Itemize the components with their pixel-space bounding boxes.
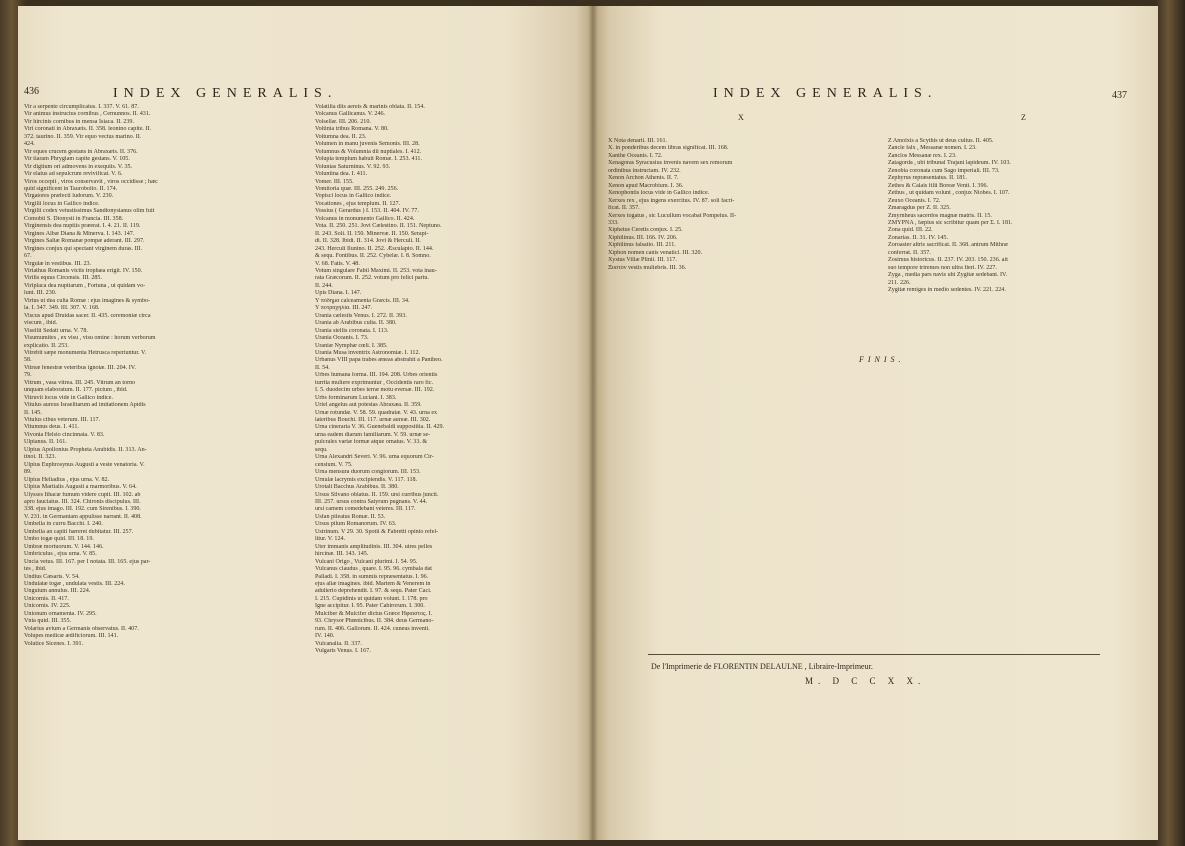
index-entry: Virgines conjux qui spectant virginem duras. III. xyxy=(24,245,143,252)
index-entry: 58. xyxy=(24,357,32,364)
index-entry: unquam elaboratum. II. 177. pictum , ibid. xyxy=(24,387,128,394)
index-entry: Urna mensura duorum congiorum. III. 153. xyxy=(315,469,421,476)
index-entry: Ulysses Ithacæ fumum videre cupit. III. 102. ab xyxy=(24,491,141,498)
index-entry: Viri coronati in Abraxæis. II. 358. leonino capite. II. xyxy=(24,126,152,133)
index-entry: Urania ab Arabibus culta. II. 380. xyxy=(315,320,397,327)
index-entry: Xerxes rex , ejus ingens exercitus. IV. 87. soli facri- xyxy=(608,197,735,204)
index-entry: ficat. II. 357. xyxy=(608,205,640,212)
imprint-rule xyxy=(648,654,1100,655)
index-entry: Volatilia diis aereis & marinis oblata. II. 154. xyxy=(315,104,425,110)
index-entry: Xenon apud Macrobium. I. 36. xyxy=(608,182,684,189)
index-entry: Vomitoria quæ. III. 255. 249. 256. xyxy=(315,185,399,192)
index-entry: V. 68. Fatis. V. 48. xyxy=(315,260,360,267)
index-entry: Visellii Sedati urna. V. 78. xyxy=(24,327,88,334)
index-entry: Umbræ mortuorum. V. 144. 146. xyxy=(24,543,104,550)
index-entry: urna eadem diarum familiarum. V. 59. urnæ se- xyxy=(315,431,431,438)
index-entry: Vulcani Origo , Vulcani plurimi. I. 54. 95. xyxy=(315,558,418,565)
index-entry: 338. ejus imago. III. 192. cum Sirenibus. I. 390. xyxy=(24,506,141,513)
index-entry: Urania stellis coronata. I. 113. xyxy=(315,327,389,334)
index-entry: Ursus Silvano oblatus. II. 159. ursi curribus juncti. xyxy=(315,491,439,498)
index-entry: Vitulus aureus Israelitarum ad imitationem Apidis xyxy=(24,402,146,409)
index-entry: conferrat. II. 357. xyxy=(888,249,931,256)
index-entry: Xenophontis locus vide in Gallico indice. xyxy=(608,190,710,197)
index-entry: Vnia quid. III. 355. xyxy=(24,618,72,625)
index-entry: Zmyrnheus sacerdos magnæ matris. II. 15. xyxy=(888,212,992,219)
index-entry: I. 5. duodecim urbes terræ motu eversæ. III. 192. xyxy=(315,387,435,394)
index-entry: Volcanus Gallicanus. V. 246. xyxy=(315,111,386,118)
index-entry: Vitulus cibus veterum. III. 117. xyxy=(24,417,101,424)
index-entry: ordinibus instructam. IV. 232. xyxy=(608,167,681,174)
index-entry: Ulpianus. II. 161. xyxy=(24,439,67,446)
index-entry: suo tempore triremes non ultra fieri. IV. 227. xyxy=(888,264,997,271)
index-entry: 424. xyxy=(24,141,35,148)
index-entry: Mulciber & Mulcifer dictus Græce Ηφαιστος. I. xyxy=(315,610,433,617)
index-entry: II. 145. xyxy=(24,409,42,416)
index-entry: Umbo togæ quid. III. 18. 19. xyxy=(24,536,94,543)
index-entry: Volutice Sicenes. I. 391. xyxy=(24,640,84,647)
index-entry: Urnulæ lacrymis excipiendis. V. 117. 118. xyxy=(315,476,418,483)
index-entry: quid significent in Taurobolio. II. 174. xyxy=(24,185,118,192)
index-entry: Voluntas Saturninus. V. 92. 93. xyxy=(315,163,391,170)
index-entry: Vitumnus deus. I. 411. xyxy=(24,424,79,431)
index-entry: Zanclos Messanæ rex. I. 23. xyxy=(888,152,957,159)
index-entry: Vota. II. 250. 251. Jovi Cælestino. II. 151. Neptuno. xyxy=(315,223,442,230)
imprint-date: M. D C C X X. xyxy=(805,676,926,686)
index-entry: Ursus pilum Romanorum. IV. 63. xyxy=(315,521,397,528)
index-entry: Viros occepit , viros conservavit , viros occidisse ; hæc xyxy=(24,178,158,185)
index-entry: Vir a serpente circumplicatus. I. 337. V. 61. 87. xyxy=(24,104,139,110)
index-entry: Vitrum , vasa vitrea. III. 245. Vitrum an torno xyxy=(24,379,136,386)
index-entry: Uncia vetus. III. 167. per I notata. III. 165. ejus par- xyxy=(24,558,151,565)
index-column-left-1 xyxy=(24,104,294,648)
index-entry: ZMYPNA , fæpius sic scribitur quam per Σ. I. 181. xyxy=(888,219,1013,226)
index-entry: Voluntina dea. I. 411. xyxy=(315,171,368,178)
index-entry: Zosimus historicus. II. 237. IV. 203. 150. 236. ait xyxy=(888,257,1008,264)
index-entry: Zonarias. II. 31. IV. 145. xyxy=(888,234,948,241)
index-entry: 211. 226. xyxy=(888,279,911,286)
index-entry: di. II. 328. Ibidi. II. 314. Jovi & Herculi. II. xyxy=(315,238,421,245)
index-entry: Virginensis dea nuptiis præerat. I. 4. 21. II. 119. xyxy=(24,223,141,230)
index-entry: Zancle falx , Messanæ nomen. I. 23. xyxy=(888,145,977,152)
index-entry: Urbs forminarum Luciani. I. 383. xyxy=(315,394,397,401)
index-entry: Unicornis. II. 417. xyxy=(24,595,69,602)
index-entry: Zethes & Calais filii Boreæ Venti. I. 396. xyxy=(888,182,989,189)
index-column-right-1 xyxy=(608,138,873,272)
index-entry: Vulgaris Venus. I. 167. xyxy=(315,648,371,655)
index-entry: Vocationes , ejus templum. II. 127. xyxy=(315,200,401,207)
index-entry: Vir tiaram Phrygiam capite gestans. V. 105. xyxy=(24,156,130,163)
index-entry: Xiphilinus falsatio. III. 211. xyxy=(608,242,676,249)
index-entry: 333. xyxy=(608,219,619,226)
index-entry: Virgulæ in vestibus. III. 23. xyxy=(24,260,92,267)
index-entry: Voltumna dea. II. 23. xyxy=(315,133,367,140)
index-entry: Zethus , ut quidam volunt , conjux Niobes. I. 107. xyxy=(888,190,1010,197)
index-entry: Ustrinum. V 29. 30. Spotii & Fabretti opinio refel- xyxy=(315,528,439,535)
index-entry: X Nota denarii. III. 161. xyxy=(608,138,668,144)
index-entry: Xiphilinus. III. 166. IV. 206. xyxy=(608,234,678,241)
left-page xyxy=(18,6,593,840)
index-entry: Zephyrus repræsentatus. II. 181. xyxy=(888,175,967,182)
index-entry: Xenagoras Syracusius invenis navem sex remorum xyxy=(608,160,733,167)
index-entry: Uraniæ Nymphæ cœli. I. 385. xyxy=(315,342,388,349)
index-entry: Vivonia Helsio cincinnata. V. 83. xyxy=(24,431,105,438)
index-entry: viscum , ibid. xyxy=(24,320,58,327)
index-entry: I. 215. Cupidinis ut quidam volunt. I. 178. pro xyxy=(315,595,428,602)
index-entry: Volcanus in monumento Gallico. II. 424. xyxy=(315,215,415,222)
index-entry: Virgilii codex vetustissimus Sandionysianus olim fuit xyxy=(24,208,155,215)
index-entry: Y πόδημα calceamenta Græcis. III. 34. xyxy=(315,297,410,304)
index-entry: 67. xyxy=(24,253,32,260)
index-entry: Vitruvii locus vide in Gallico indice. xyxy=(24,394,113,401)
index-entry: Zeuxo Oceanis. I. 72. xyxy=(888,197,941,204)
index-entry: Urna cineraria V. 36. Guenebaldi suppositiia. II. 429. xyxy=(315,424,445,431)
index-entry: Vulcanus claudus , quare. I. 95. 96. cymbala dat xyxy=(315,566,432,573)
index-entry: Viriplaca dea nuptiarum , Fortuna , ut quidam vo- xyxy=(24,282,146,289)
index-entry: Visumumites , ex visu , visu omine : horum verborum xyxy=(24,335,156,342)
index-entry: & sequ. Fontibus. II. 252. Cybelæ. I. 8. Somno. xyxy=(315,253,431,260)
index-entry: Zatagorda , ubi tribunal Trajani lapideum. IV. 103. xyxy=(888,160,1011,167)
index-entry: Xiphon nomen canis venatici. III. 320. xyxy=(608,249,703,256)
index-entry: Xenon Archon Athenis. II. 7. xyxy=(608,175,679,182)
index-entry: Virtus ut dea culta Romæ : ejus imagines & symbo- xyxy=(24,297,151,304)
book-gutter xyxy=(588,6,598,840)
index-entry: II. 54. xyxy=(315,364,330,371)
index-entry: Xerxes togatus , sic Lucullum vocabat Pompeius. II- xyxy=(608,212,737,219)
index-entry: Virgilii locus in Gallico indice. xyxy=(24,200,100,207)
index-entry: Vomer. III. 155. xyxy=(315,178,354,185)
index-entry: Ulpius Martialis Augusti a marmoribus. V. 64. xyxy=(24,484,137,491)
index-entry: Votum singulare Fabii Maximi. II. 253. vota inau- xyxy=(315,267,437,274)
index-entry: Umbella an capiti hæreret dubitatur. III. 257. xyxy=(24,528,134,535)
index-entry: Zona quid. III. 22. xyxy=(888,227,933,234)
index-entry: Virgatores præfecti ludorum. V. 230. xyxy=(24,193,114,200)
index-entry: Unionum ornamenta. IV. 295. xyxy=(24,610,97,617)
index-entry: Undius Cæsaris. V. 54. xyxy=(24,573,80,580)
index-entry: rata Græcorum. II. 252. votum pro felici partu. xyxy=(315,275,429,282)
index-entry: Xanthe Oceanis. I. 72. xyxy=(608,152,663,159)
index-entry: Volupes medicæ ædificiorum. III. 141. xyxy=(24,633,119,640)
index-entry: Y ποτραχηλία. III. 247. xyxy=(315,305,373,312)
index-entry: Volumen in manu juvenis Semonis. III. 28. xyxy=(315,141,420,148)
page-number: 436 xyxy=(24,86,39,97)
index-entry: turrita muliere exprimuntur , Occidentis raro fic. xyxy=(315,379,434,386)
index-entry: pulcrales variæ formæ atque ornatus. V. 33. & xyxy=(315,439,428,446)
index-entry: Palladi. I. 358. in summis repræsentatus. I. 96. xyxy=(315,573,429,580)
index-entry: la. I. 347. 349. III. 307. V. 168. xyxy=(24,305,100,312)
index-entry: Vulcanalia. II. 337. xyxy=(315,640,362,647)
index-entry: Urotalt Bacchus Arabibus. II. 380. xyxy=(315,484,399,491)
index-entry: Unicornis. IV. 225. xyxy=(24,603,71,610)
index-entry: Urania Musa inventrix Astronomiæ. I. 112. xyxy=(315,349,421,356)
index-entry: ejus aliæ imagines. ibid. Martem & Venerem in xyxy=(315,581,431,587)
index-entry: III. 257. ursus contra Satyrum pugnans. V. 44. xyxy=(315,499,428,506)
index-entry: 79. xyxy=(24,372,32,379)
index-entry: Uriel angelus aut potestas Abraxæa. II. 359. xyxy=(315,402,422,409)
index-entry: 372. taurino. II. 359. Vir equo vectus marino. II. xyxy=(24,133,142,140)
index-entry: Zygitæ remiges in medio sedentes. IV. 221. 224. xyxy=(888,287,1006,294)
index-entry: Comobii S. Dionysii in Francia. III. 358. xyxy=(24,215,124,222)
index-entry: Volumnus & Volumnia dii nuptiales. I. 412. xyxy=(315,148,422,155)
index-entry: Vir eques crucem gestans in Abraxæis. II. 376. xyxy=(24,148,138,155)
index-entry: II. 244. xyxy=(315,282,333,289)
index-entry: Volsellæ. III. 206. 210. xyxy=(315,118,371,125)
index-entry: Igne accipitur. I. 95. Pater Cabirorum. I. 300. xyxy=(315,603,425,610)
index-entry: 93. Chrysor Phœnicibus. II. 384. deus Germano- xyxy=(315,618,434,625)
index-entry: tinoi. II. 323. xyxy=(24,454,56,461)
index-entry: X. in ponderibus decem libras significat. III. 168. xyxy=(608,145,729,152)
index-entry: lunt. III. 230. xyxy=(24,290,57,297)
index-entry: Zoroaster altris sacrificat. II. 368. antrum Mithræ xyxy=(888,242,1008,249)
index-entry: Urania cælestis Venus. I. 272. II. 393. xyxy=(315,312,407,319)
index-entry: Unguium annulus. III. 224. xyxy=(24,588,91,595)
index-entry: Viscus apud Druidas sacer. II. 435. ceremoniæ circa xyxy=(24,312,151,319)
index-entry: Vir elatus ad sepulcrum revivificat. V. 6. xyxy=(24,171,123,178)
running-head: INDEX GENERALIS. xyxy=(113,86,338,101)
index-entry: hircinæ. III. 143. 145. xyxy=(315,551,369,558)
index-entry: Vir animus instructus cornibus , Cernunnos. II. 431. xyxy=(24,111,151,118)
index-entry: Vir hircinis cornibus in mensa Isiaca. II. 239. xyxy=(24,118,134,125)
index-entry: Volarius avium a Germanis observatus. II. 407. xyxy=(24,625,139,632)
index-entry: Vossius ( Gerardus ) I. 153. II. 404. IV. 77. xyxy=(315,208,419,215)
index-entry: censium. V. 75. xyxy=(315,461,353,468)
index-entry: V. 231. in Germaniam appulisse narrant. II. 408. xyxy=(24,513,142,520)
index-entry: Ξυστὸν vestis muliebris. III. 36. xyxy=(608,264,687,271)
index-entry: IV. 140. xyxy=(315,633,335,640)
index-entry: Vopisci locus in Gallico indice. xyxy=(315,193,392,200)
index-entry: rum. II. 406. Gallorum. II. 424. cuneus invenit. xyxy=(315,625,430,632)
index-entry: Vitreæ fenestræ veteribus ignotæ. III. 204. IV. xyxy=(24,364,136,371)
index-entry: Virilis equus Circensis. III. 285. xyxy=(24,275,102,282)
index-entry: Volupia templum habuit Romæ. I. 253. 411. xyxy=(315,156,422,163)
index-entry: Umbella in curru Bacchi. I. 240. xyxy=(24,521,103,528)
page-number: 437 xyxy=(1112,90,1127,101)
index-entry: Viriathus Romanis victis trophæa erigit. IV. 150. xyxy=(24,267,143,274)
index-entry: Virgines Saliæ Romanæ pompæ aderant. III. 297. xyxy=(24,238,145,245)
index-entry: Upis Diana. I. 147. xyxy=(315,290,362,297)
index-entry: explicatio. II. 253. xyxy=(24,342,69,349)
index-entry: Vir digitum ori admovens in exequiis. V. 35. xyxy=(24,163,133,170)
index-entry: Xiphetus Ceretis conjux. I. 25. xyxy=(608,227,683,234)
index-entry: Usfan pileatus Romæ. II. 53. xyxy=(315,513,386,520)
section-letter-z: Z xyxy=(1021,113,1026,122)
index-entry: II. 243. Soli. II. 150. Minervæ. II. 150. Serapi- xyxy=(315,230,429,237)
running-head: INDEX GENERALIS. xyxy=(713,86,938,101)
index-entry: Voltinia tribus Romana. V. 80. xyxy=(315,126,389,133)
index-entry: Urbes humana forma. III. 194. 208. Urbes orientis xyxy=(315,372,438,379)
index-entry: Urnæ rotundæ. V. 58. 59. quadratæ. V. 43. urna ex xyxy=(315,409,438,416)
finis-mark: FINIS. xyxy=(859,355,905,364)
index-entry: Vitrebit sæpe monumenta Hetrusca reperiuntur. V. xyxy=(24,349,147,356)
index-entry: Ulpius Heliadius , ejus urna. V. 82. xyxy=(24,476,110,483)
index-entry: Urania Oceanis. I. 73. xyxy=(315,335,369,342)
index-entry: Umbriculus , ejus urna. V. 85. xyxy=(24,551,97,558)
index-entry: Undulatæ togæ , undulata vestis. III. 224. xyxy=(24,581,125,587)
index-entry: Ulpius Apollonius Propheta Anubidis. II. 313. An- xyxy=(24,446,147,453)
section-letter-x: X xyxy=(738,113,744,122)
index-column-left-2 xyxy=(315,104,585,656)
index-entry: litur. V. 124. xyxy=(315,536,346,543)
index-entry: sequ. xyxy=(315,446,328,453)
index-entry: Z Amolxis a Scythis ut deus cultus. II. 405. xyxy=(888,138,994,144)
index-entry: Urna Alexandri Severi. V. 96. urna equorum Cir- xyxy=(315,454,434,461)
right-page xyxy=(593,6,1158,840)
index-entry: Zmaragdus per Z. II. 325. xyxy=(888,205,951,212)
imprint-line: De l'Imprimerie de FLORENTIN DELAULNE , Libraire-Imprimeur. xyxy=(651,662,873,671)
index-entry: apro fauciatus. III. 324. Chironis discipulus. III. xyxy=(24,499,141,506)
index-entry: ursi camem comedebant veteres. III. 117. xyxy=(315,506,416,513)
index-entry: Zyga , media pars navis ubi Zygitæ sedebant. IV. xyxy=(888,272,1008,279)
index-entry: Uter immanis amplitudinis. III. 304. utres pelles xyxy=(315,543,433,550)
index-entry: adulterio deprehendit. I. 97. & sequ. Pater Caci. xyxy=(315,588,432,595)
index-entry: Urbanus VIII papa trabes æneas abstrahit a Pantheo. xyxy=(315,357,443,364)
index-entry: 89. xyxy=(24,469,32,476)
index-entry: Virgines Albæ Diana & Minerva. I. 143. 147. xyxy=(24,230,135,237)
index-entry: Ulpius Euphrosynus Augusti a veste venatoria. V. xyxy=(24,461,145,468)
index-entry: Zenobia coronata cum Sago imperiali. III. 73. xyxy=(888,167,1000,174)
index-entry: tes , ibid. xyxy=(24,566,47,573)
index-entry: Xystus Villæ Plinii. III. 117. xyxy=(608,257,677,264)
index-column-right-2 xyxy=(888,138,1150,295)
index-entry: 243. Herculi Ilunino. II. 252. Æsculapio. II. 144. xyxy=(315,245,434,252)
index-entry: lateribus Bouchi. III. 117. urnæ aureæ. III. 302. xyxy=(315,417,431,424)
